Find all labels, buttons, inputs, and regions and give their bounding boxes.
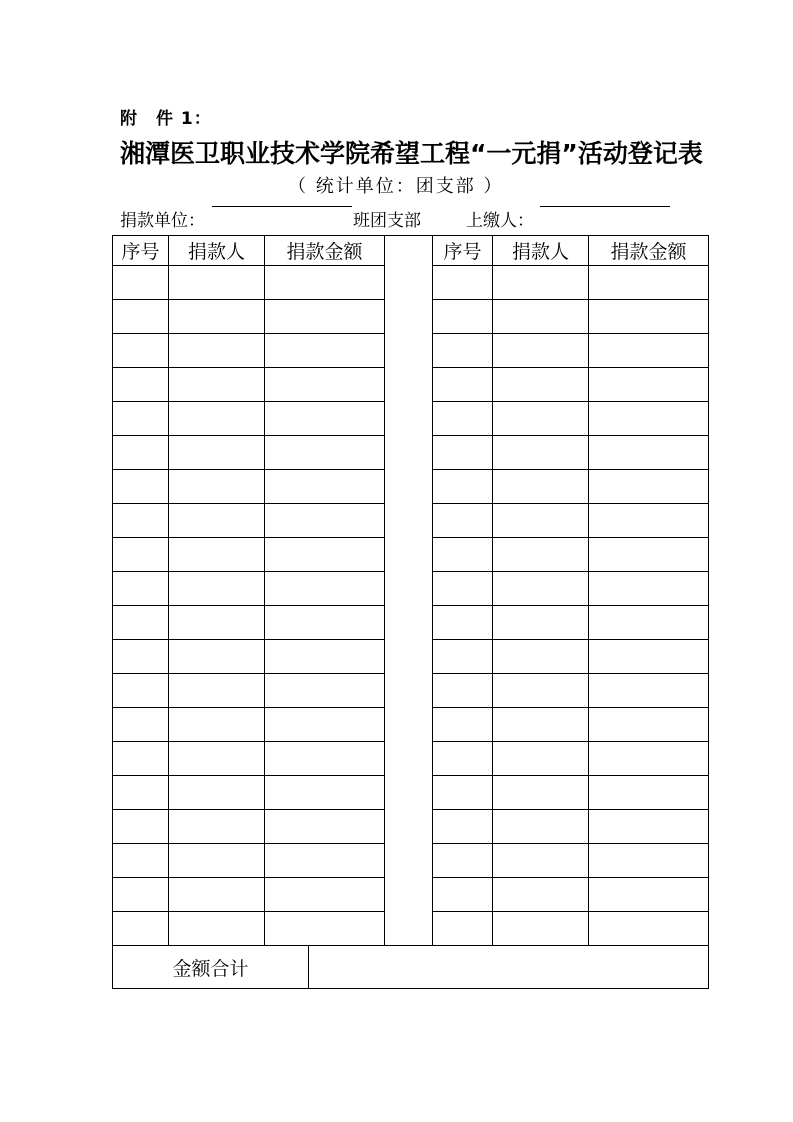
left-no-cell[interactable] <box>113 470 169 504</box>
left-donor-cell[interactable] <box>169 266 265 300</box>
total-value-cell[interactable] <box>309 946 709 989</box>
right-amount-cell[interactable] <box>589 606 709 640</box>
right-donor-cell[interactable] <box>493 844 589 878</box>
attachment-label: 附 件 1： <box>120 109 212 129</box>
right-amount-cell[interactable] <box>589 640 709 674</box>
left-donor-cell[interactable] <box>169 470 265 504</box>
right-donor-cell[interactable] <box>493 538 589 572</box>
left-amount-cell[interactable] <box>265 776 385 810</box>
left-amount-cell[interactable] <box>265 402 385 436</box>
left-amount-cell[interactable] <box>265 844 385 878</box>
right-donor-cell[interactable] <box>493 776 589 810</box>
left-no-cell[interactable] <box>113 300 169 334</box>
right-amount-cell[interactable] <box>589 504 709 538</box>
right-donor-cell[interactable] <box>493 708 589 742</box>
right-no-cell[interactable] <box>433 912 493 946</box>
payer-label: 上缴人： <box>466 211 534 231</box>
right-donor-cell[interactable] <box>493 674 589 708</box>
right-no-cell[interactable] <box>433 368 493 402</box>
left-donor-cell[interactable] <box>169 300 265 334</box>
right-donor-cell[interactable] <box>493 402 589 436</box>
right-no-cell[interactable] <box>433 504 493 538</box>
right-header-amount: 捐款金额 <box>589 236 709 266</box>
right-donor-cell[interactable] <box>493 334 589 368</box>
right-header-no: 序号 <box>433 236 493 266</box>
left-donor-cell[interactable] <box>169 538 265 572</box>
right-amount-cell[interactable] <box>589 742 709 776</box>
left-no-cell[interactable] <box>113 742 169 776</box>
right-donor-cell[interactable] <box>493 912 589 946</box>
right-amount-cell[interactable] <box>589 810 709 844</box>
payer-field[interactable] <box>540 206 670 207</box>
left-amount-cell[interactable] <box>265 606 385 640</box>
right-amount-cell[interactable] <box>589 844 709 878</box>
left-no-cell[interactable] <box>113 368 169 402</box>
right-no-cell[interactable] <box>433 470 493 504</box>
left-no-cell[interactable] <box>113 402 169 436</box>
right-donor-cell[interactable] <box>493 878 589 912</box>
right-amount-cell[interactable] <box>589 266 709 300</box>
left-donor-cell[interactable] <box>169 912 265 946</box>
right-amount-cell[interactable] <box>589 470 709 504</box>
left-no-cell[interactable] <box>113 640 169 674</box>
total-row <box>113 946 709 989</box>
left-donor-cell[interactable] <box>169 334 265 368</box>
right-amount-cell[interactable] <box>589 436 709 470</box>
unit-field[interactable] <box>212 206 352 207</box>
registration-table <box>112 235 709 989</box>
left-donor-cell[interactable] <box>169 504 265 538</box>
left-donor-cell[interactable] <box>169 572 265 606</box>
right-amount-cell[interactable] <box>589 912 709 946</box>
right-donor-cell[interactable] <box>493 300 589 334</box>
right-amount-cell[interactable] <box>589 538 709 572</box>
total-label: 金额合计 <box>113 946 309 989</box>
right-amount-cell[interactable] <box>589 878 709 912</box>
left-amount-cell[interactable] <box>265 878 385 912</box>
left-amount-cell[interactable] <box>265 912 385 946</box>
left-header-amount: 捐款金额 <box>265 236 385 266</box>
left-donor-cell[interactable] <box>169 640 265 674</box>
left-donor-cell[interactable] <box>169 674 265 708</box>
right-no-cell[interactable] <box>433 810 493 844</box>
left-header-no: 序号 <box>113 236 169 266</box>
right-donor-cell[interactable] <box>493 742 589 776</box>
right-donor-cell[interactable] <box>493 470 589 504</box>
form-title: 湘潭医卫职业技术学院希望工程“一元捐”活动登记表 <box>120 139 703 168</box>
right-no-cell[interactable] <box>433 572 493 606</box>
left-amount-cell[interactable] <box>265 266 385 300</box>
right-donor-cell[interactable] <box>493 572 589 606</box>
left-no-cell[interactable] <box>113 538 169 572</box>
left-amount-cell[interactable] <box>265 538 385 572</box>
left-no-cell[interactable] <box>113 878 169 912</box>
right-no-cell[interactable] <box>433 436 493 470</box>
left-no-cell[interactable] <box>113 334 169 368</box>
right-no-cell[interactable] <box>433 640 493 674</box>
right-amount-cell[interactable] <box>589 708 709 742</box>
left-amount-cell[interactable] <box>265 368 385 402</box>
right-amount-cell[interactable] <box>589 776 709 810</box>
left-no-cell[interactable] <box>113 572 169 606</box>
right-amount-cell[interactable] <box>589 402 709 436</box>
left-amount-cell[interactable] <box>265 742 385 776</box>
unit-label: 捐款单位： <box>120 211 205 231</box>
left-amount-cell[interactable] <box>265 334 385 368</box>
left-amount-cell[interactable] <box>265 708 385 742</box>
right-donor-cell[interactable] <box>493 606 589 640</box>
branch-suffix: 班团支部 <box>353 211 421 231</box>
right-no-cell[interactable] <box>433 606 493 640</box>
left-no-cell[interactable] <box>113 776 169 810</box>
left-no-cell[interactable] <box>113 912 169 946</box>
right-amount-cell[interactable] <box>589 368 709 402</box>
left-no-cell[interactable] <box>113 504 169 538</box>
left-donor-cell[interactable] <box>169 436 265 470</box>
left-donor-cell[interactable] <box>169 606 265 640</box>
left-amount-cell[interactable] <box>265 436 385 470</box>
right-no-cell[interactable] <box>433 402 493 436</box>
right-no-cell[interactable] <box>433 708 493 742</box>
header-row <box>113 236 709 266</box>
left-no-cell[interactable] <box>113 844 169 878</box>
left-amount-cell[interactable] <box>265 470 385 504</box>
right-no-cell[interactable] <box>433 878 493 912</box>
right-amount-cell[interactable] <box>589 572 709 606</box>
left-no-cell[interactable] <box>113 674 169 708</box>
left-donor-cell[interactable] <box>169 742 265 776</box>
right-donor-cell[interactable] <box>493 436 589 470</box>
left-amount-cell[interactable] <box>265 674 385 708</box>
left-donor-cell[interactable] <box>169 810 265 844</box>
left-no-cell[interactable] <box>113 606 169 640</box>
right-donor-cell[interactable] <box>493 266 589 300</box>
right-header-donor: 捐款人 <box>493 236 589 266</box>
center-gap <box>385 236 433 946</box>
right-no-cell[interactable] <box>433 266 493 300</box>
left-no-cell[interactable] <box>113 810 169 844</box>
left-amount-cell[interactable] <box>265 300 385 334</box>
right-donor-cell[interactable] <box>493 640 589 674</box>
right-no-cell[interactable] <box>433 742 493 776</box>
right-no-cell[interactable] <box>433 844 493 878</box>
left-donor-cell[interactable] <box>169 368 265 402</box>
form-subtitle: （ 统计单位：团支部 ） <box>288 176 504 197</box>
left-header-donor: 捐款人 <box>169 236 265 266</box>
left-donor-cell[interactable] <box>169 844 265 878</box>
left-donor-cell[interactable] <box>169 402 265 436</box>
left-amount-cell[interactable] <box>265 572 385 606</box>
left-no-cell[interactable] <box>113 708 169 742</box>
right-amount-cell[interactable] <box>589 674 709 708</box>
left-amount-cell[interactable] <box>265 504 385 538</box>
right-no-cell[interactable] <box>433 300 493 334</box>
right-no-cell[interactable] <box>433 674 493 708</box>
left-donor-cell[interactable] <box>169 776 265 810</box>
right-no-cell[interactable] <box>433 538 493 572</box>
left-amount-cell[interactable] <box>265 810 385 844</box>
right-donor-cell[interactable] <box>493 810 589 844</box>
right-amount-cell[interactable] <box>589 334 709 368</box>
right-amount-cell[interactable] <box>589 300 709 334</box>
left-no-cell[interactable] <box>113 266 169 300</box>
left-no-cell[interactable] <box>113 436 169 470</box>
left-donor-cell[interactable] <box>169 708 265 742</box>
right-donor-cell[interactable] <box>493 368 589 402</box>
right-donor-cell[interactable] <box>493 504 589 538</box>
left-amount-cell[interactable] <box>265 640 385 674</box>
right-no-cell[interactable] <box>433 776 493 810</box>
right-no-cell[interactable] <box>433 334 493 368</box>
left-donor-cell[interactable] <box>169 878 265 912</box>
